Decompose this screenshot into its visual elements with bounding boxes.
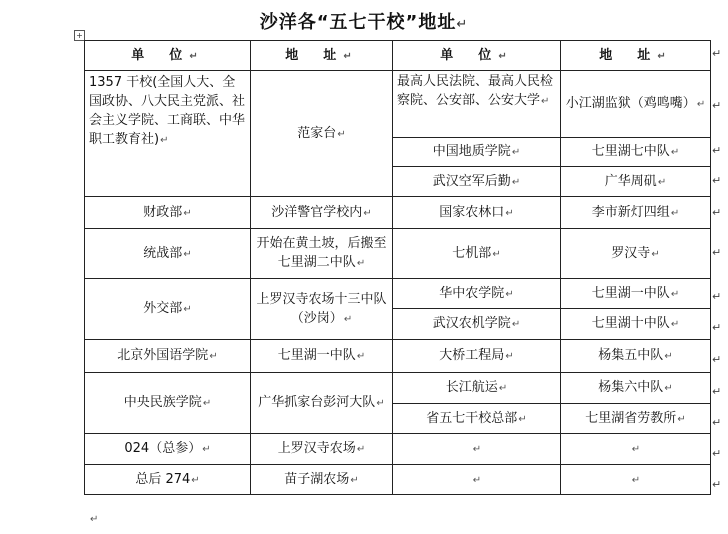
unit-cell: 华中农学院↵ [393,279,561,309]
row-end-mark: ↵ [712,246,722,259]
address-cell: 广华抓家台彭河大队↵ [251,373,393,434]
row-end-mark: ↵ [712,321,722,334]
table-row [85,279,711,309]
table-row [85,465,711,495]
table-row [85,373,711,404]
address-cell: 杨集六中队↵ [561,373,711,404]
address-cell: 上罗汉寺农场十三中队（沙岗）↵ [251,279,393,340]
address-cell: 广华周矶↵ [561,167,711,197]
unit-cell: 北京外国语学院↵ [85,340,251,373]
address-cell: 苗子湖农场↵ [251,465,393,495]
address-cell: 李市新灯四组↵ [561,197,711,229]
address-cell: 上罗汉寺农场↵ [251,434,393,465]
table-row [85,340,711,373]
address-cell: 七里湖一中队↵ [251,340,393,373]
row-end-mark: ↵ [712,385,722,398]
paragraph-mark: ↵ [90,514,99,525]
table-row [85,197,711,229]
unit-cell: ↵ [393,434,561,465]
unit-cell: 最高人民法院、最高人民检察院、公安部、公安大学↵ [393,71,561,138]
address-cell: 范家台↵ [251,71,393,197]
unit-cell: 1357 干校(全国人大、全国政协、八大民主党派、社会主义学院、工商联、中华职工教育社)↵ [85,71,251,197]
unit-cell: 长江航运↵ [393,373,561,404]
unit-cell: 省五七干校总部↵ [393,404,561,434]
unit-cell: 大桥工程局↵ [393,340,561,373]
address-cell: ↵ [561,434,711,465]
header-address-1: 地 址↵ [251,41,393,71]
row-end-mark: ↵ [712,416,722,429]
address-cell: 小江湖监狱（鸡鸣嘴）↵ [561,71,711,138]
unit-cell: 中国地质学院↵ [393,138,561,167]
address-cell: 开始在黄土坡，后搬至七里湖二中队↵ [251,229,393,279]
table-row [85,229,711,279]
row-end-mark: ↵ [712,206,722,219]
table-move-handle-icon[interactable]: + [74,30,85,41]
unit-cell: 024（总参）↵ [85,434,251,465]
unit-cell: 武汉空军后勤↵ [393,167,561,197]
unit-cell: 七机部↵ [393,229,561,279]
unit-cell: 国家农林口↵ [393,197,561,229]
header-address-2: 地 址↵ [561,41,711,71]
row-end-mark: ↵ [712,174,722,187]
address-cell: 七里湖省劳教所↵ [561,404,711,434]
table-row [85,71,711,138]
unit-cell: 中央民族学院↵ [85,373,251,434]
unit-cell: 统战部↵ [85,229,251,279]
row-end-mark: ↵ [712,447,722,460]
table-header-row [85,41,711,71]
unit-cell: 财政部↵ [85,197,251,229]
unit-cell: ↵ [393,465,561,495]
address-cell: 沙洋警官学校内↵ [251,197,393,229]
address-cell: 罗汉寺↵ [561,229,711,279]
address-cell: 七里湖十中队↵ [561,309,711,340]
row-end-mark: ↵ [712,47,722,60]
header-unit-1: 单 位↵ [85,41,251,71]
row-end-mark: ↵ [712,99,722,112]
unit-cell: 总后 274↵ [85,465,251,495]
address-cell: 七里湖一中队↵ [561,279,711,309]
header-unit-2: 单 位↵ [393,41,561,71]
row-end-mark: ↵ [712,144,722,157]
unit-cell: 武汉农机学院↵ [393,309,561,340]
address-cell: 七里湖七中队↵ [561,138,711,167]
address-cell: ↵ [561,465,711,495]
row-end-mark: ↵ [712,290,722,303]
row-end-mark: ↵ [712,478,722,491]
document-title: 沙洋各“五七干校”地址↵ [259,12,469,33]
address-table [84,40,711,495]
address-cell: 杨集五中队↵ [561,340,711,373]
unit-cell: 外交部↵ [85,279,251,340]
table-row [85,434,711,465]
row-end-mark: ↵ [712,353,722,366]
